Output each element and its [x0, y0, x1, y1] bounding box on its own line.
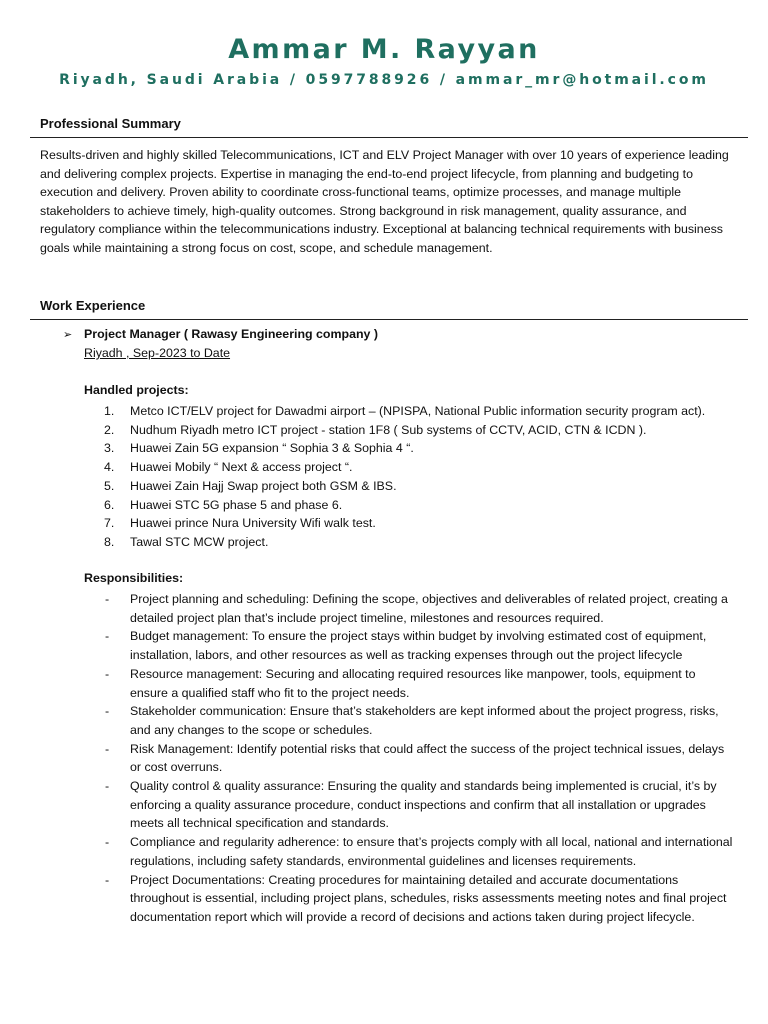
responsibility-item — [84, 871, 734, 927]
project-item — [84, 402, 705, 421]
responsibility-item-text: Project planning and scheduling: Defining the scope, objectives and deliverables of related project, creating a detailed project plan that’s include project timeline, milestones and resources required. — [130, 592, 728, 625]
job-title: Project Manager ( Rawasy Engineering company ) — [84, 327, 379, 341]
responsibility-item-text: Risk Management: Identify potential risks that could affect the success of the project technical issues, delays or cost overruns. — [130, 741, 725, 775]
experience-divider — [30, 319, 748, 320]
project-item-text: Nudhum Riyadh metro ICT project - station 1F8 ( Sub systems of CCTV, ACID, CTN & ICDN ). — [130, 422, 647, 437]
responsibility-item-text: Stakeholder communication: Ensure that’s stakeholders are kept informed about the project progress, risks, and any changes to the scope or schedules. — [130, 704, 719, 737]
job-location-date: Riyadh , Sep-2023 to Date — [84, 346, 231, 360]
experience-heading: Work Experience — [40, 298, 146, 313]
projects-list — [84, 402, 705, 552]
responsibility-item — [84, 777, 734, 833]
responsibility-item-marker: - — [105, 835, 110, 850]
project-item-marker: 3. — [104, 441, 115, 456]
summary-text: Results-driven and highly skilled Telecommunications, ICT and ELV Project Manager with over 10 years of experience leading and delivering complex projects. Expertise in managing the end-to-end project lifecycle, from planning and budgeting to execution and delivery. Proven ability to coordinate cross-functional teams, optimize processes, and manage multiple stakeholders to achieve timely, high-quality outcomes. Strong background in risk management, quality assurance, and regulatory compliance within the telecommunications industry. Exceptional at balancing technical requirements with business goals while maintaining a strong focus on cost, scope, and schedule management. — [40, 148, 729, 255]
project-item-marker: 5. — [104, 478, 115, 493]
project-item-text: Huawei Zain 5G expansion “ Sophia 3 & Sophia 4 “. — [130, 441, 414, 456]
project-item-marker: 6. — [104, 497, 115, 512]
summary-heading: Professional Summary — [40, 116, 181, 131]
project-item — [84, 496, 705, 515]
project-item — [84, 533, 705, 552]
summary-divider — [30, 137, 748, 138]
project-item-marker: 7. — [104, 516, 115, 531]
responsibility-item — [84, 740, 734, 777]
responsibility-item — [84, 833, 734, 870]
project-item-marker: 1. — [104, 404, 115, 418]
contact-line: Riyadh, Saudi Arabia / 0597788926 / ammar_mr@hotmail.com — [59, 72, 709, 88]
responsibility-item — [84, 627, 734, 664]
project-item — [84, 439, 705, 458]
responsibility-item — [84, 702, 734, 739]
responsibility-item-text: Budget management: To ensure the project stays within budget by involving estimated cost of equipment, installation, labors, and other resources as well as tracking expenses through out the project lifecycle — [130, 629, 707, 663]
responsibility-item-text: Project Documentations: Creating procedures for maintaining detailed and accurate documentations throughout is essential, including project plans, schedules, risks assessments meeting notes and final project documentation report which will provide a record of decisions and actions taken during project lifecycle. — [130, 872, 727, 924]
project-item-marker: 4. — [104, 460, 115, 475]
responsibility-item-marker: - — [105, 666, 110, 681]
project-item — [84, 514, 705, 533]
responsibility-item-marker: - — [105, 629, 110, 644]
responsibilities-list — [84, 590, 734, 927]
project-item-text: Huawei STC 5G phase 5 and phase 6. — [130, 497, 343, 512]
responsibility-item — [84, 665, 734, 702]
responsibility-item — [84, 590, 734, 627]
responsibility-item-marker: - — [105, 592, 110, 606]
project-item — [84, 421, 705, 440]
project-item-text: Huawei prince Nura University Wifi walk test. — [130, 516, 376, 531]
responsibility-item-text: Compliance and regularity adherence: to ensure that’s projects comply with all local, national and international regulations, including safety standards, environmental guidelines and licenses requirements. — [130, 835, 733, 868]
project-item — [84, 458, 705, 477]
responsibility-item-marker: - — [105, 741, 110, 756]
job-entry — [63, 327, 378, 341]
project-item-marker: 2. — [104, 422, 115, 437]
responsibility-item-marker: - — [105, 872, 110, 887]
arrow-bullet-icon: ➢ — [63, 329, 73, 341]
project-item-text: Huawei Mobily “ Next & access project “. — [130, 460, 353, 475]
candidate-name: Ammar M. Rayyan — [228, 34, 540, 65]
responsibility-item-text: Resource management: Securing and allocating required resources like manpower, tools, equipment to ensure a qualified staff who fit to the project needs. — [130, 666, 696, 700]
responsibility-item-marker: - — [105, 779, 110, 794]
project-item-text: Metco ICT/ELV project for Dawadmi airport – (NPISPA, National Public information security program act). — [130, 404, 706, 418]
responsibility-item-marker: - — [105, 704, 110, 719]
project-item-marker: 8. — [104, 534, 115, 549]
project-item-text: Tawal STC MCW project. — [130, 534, 269, 549]
project-item-text: Huawei Zain Hajj Swap project both GSM & IBS. — [130, 478, 397, 493]
responsibility-item-text: Quality control & quality assurance: Ensuring the quality and standards being implemented is crucial, it’s by enforcing a quality assurance procedure, conduct inspections and confirm that all installation or upgrades meets all technical specification and standards. — [130, 779, 717, 831]
responsibilities-heading: Responsibilities: — [84, 571, 184, 585]
project-item — [84, 477, 705, 496]
projects-heading: Handled projects: — [84, 383, 189, 397]
